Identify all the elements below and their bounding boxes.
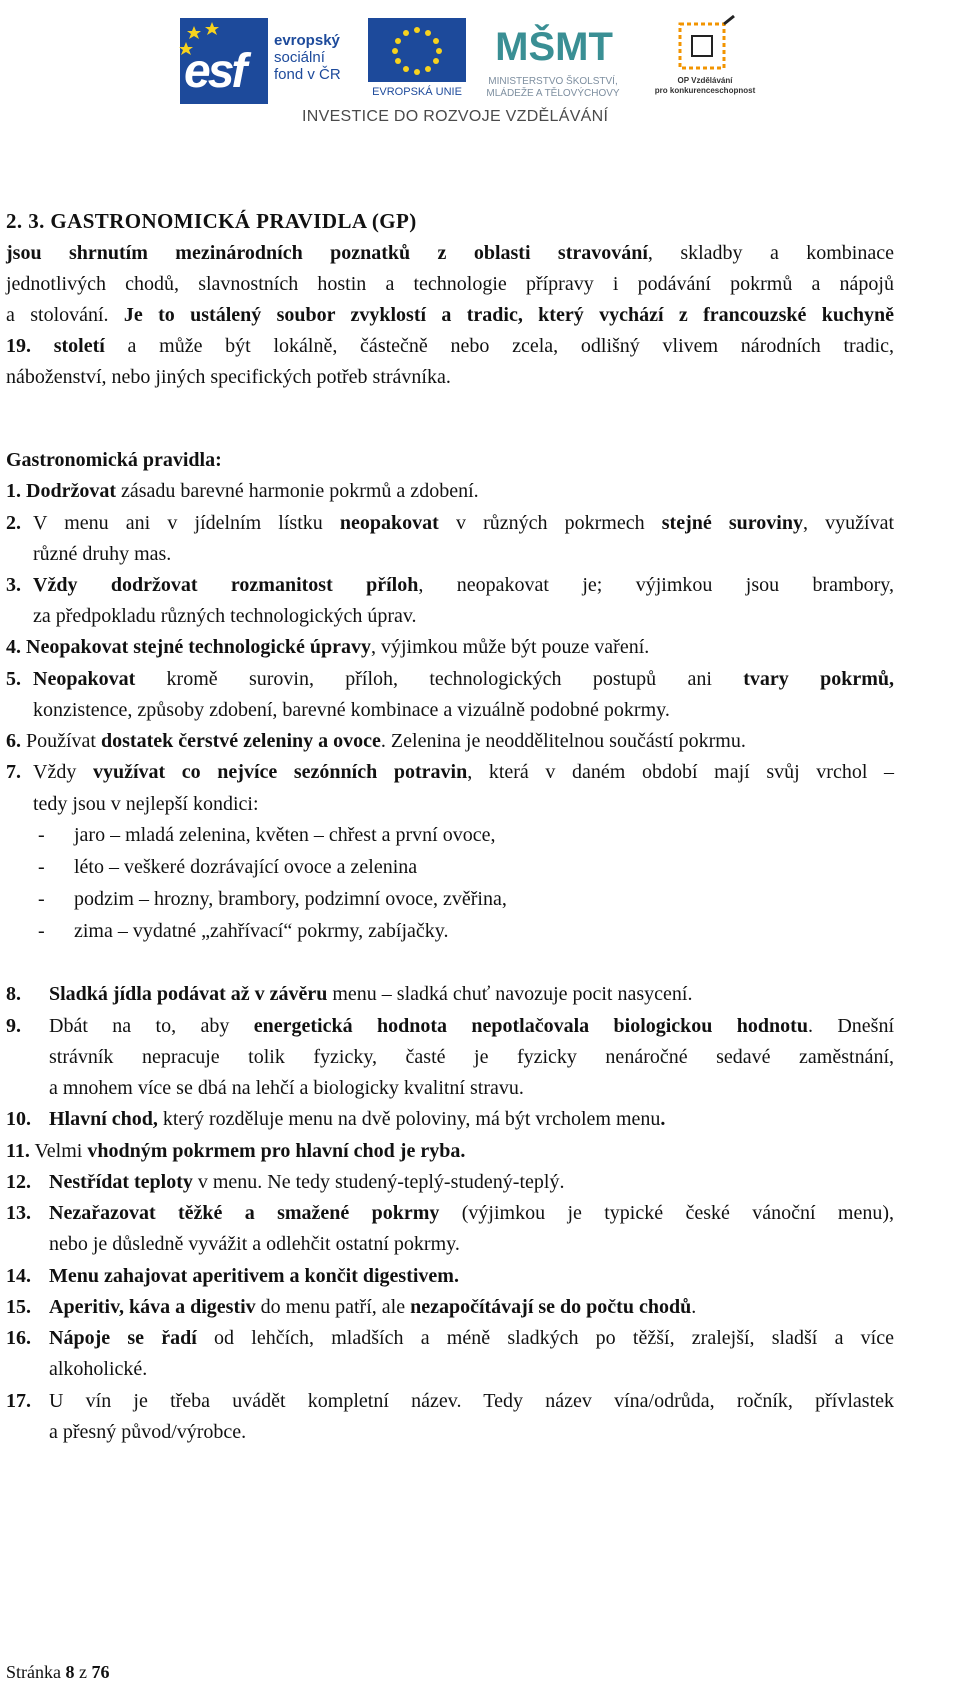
rule-9-line-3: a mnohem více se dbá na lehčí a biologicky kvalitní stravu.	[49, 1077, 524, 1099]
rule-3: 3.	[6, 574, 21, 596]
esf-line-3: fond v ČR	[274, 66, 341, 83]
page-current: 8	[65, 1662, 75, 1682]
season-item-autumn: - podzim – hrozny, brambory, podzimní ovoce, zvěřina,	[38, 888, 507, 910]
rule-12: 12.	[6, 1171, 31, 1193]
rule-15: 15.	[6, 1296, 31, 1318]
esf-logo	[180, 14, 348, 108]
op-line-1: OP Vzdělávání	[677, 76, 733, 85]
rule-5-line-1: Neopakovat kromě surovin, příloh, technologických postupů ani tvary pokrmů,	[33, 668, 894, 690]
intro-line-5: náboženství, nebo jiných specifických potřeb strávníka.	[6, 366, 451, 388]
esf-line-2: sociální	[274, 49, 325, 66]
intro-line-3: a stolování. Je to ustálený soubor zvyklostí a tradic, který vychází z francouzské kuchyně	[6, 304, 894, 326]
season-item-winter: - zima – vydatné „zahřívací“ pokrmy, zabíjačky.	[38, 920, 449, 942]
page-of: z	[74, 1662, 92, 1682]
rule-1: 1. Dodržovat zásadu barevné harmonie pokrmů a zdobení.	[6, 480, 479, 502]
rule-8-text: Sladká jídla podávat až v závěru menu – sladká chuť navozuje pocit nasycení.	[49, 983, 693, 1005]
rule-7: 7.	[6, 761, 21, 783]
rule-7-line-2: tedy jsou v nejlepší kondici:	[33, 793, 259, 815]
rule-14: 14.	[6, 1265, 31, 1287]
eu-caption: EVROPSKÁ UNIE	[372, 86, 462, 98]
rule-16-line-2: alkoholické.	[49, 1358, 148, 1380]
rule-9: 9.	[6, 1015, 21, 1037]
rule-2-line-1: V menu ani v jídelním lístku neopakovat v různých pokrmech stejné suroviny, využívat	[33, 512, 895, 534]
rule-9-line-1: Dbát na to, aby energetická hodnota nepotlačovala biologickou hodnotu. Dnešní	[49, 1015, 895, 1037]
season-item-summer: - léto – veškeré dozrávající ovoce a zelenina	[38, 856, 418, 878]
rule-5: 5.	[6, 668, 21, 690]
rule-5-line-2: konzistence, způsoby zdobení, barevné kombinace a vizuálně podobné pokrmy.	[33, 699, 670, 721]
rule-13-line-1: Nezařazovat těžké a smažené pokrmy (výjimkou je typické české vánoční menu),	[49, 1202, 894, 1224]
rule-12-text: Nestřídat teploty v menu. Ne tedy studený-teplý-studený-teplý.	[49, 1171, 565, 1193]
rule-7-line-1: Vždy využívat co nejvíce sezónních potravin, která v daném období mají svůj vrchol –	[33, 761, 895, 783]
rule-16-line-1: Nápoje se řadí od lehčích, mladších a méně sladkých po těžší, zralejší, sladší a více	[49, 1327, 894, 1349]
msmt-mark-icon	[495, 14, 613, 76]
rule-2-line-2: různé druhy mas.	[33, 543, 172, 565]
rule-17-line-1: U vín je třeba uvádět kompletní název. Tedy název vína/odrůda, ročník, přívlastek	[49, 1390, 894, 1412]
esf-line-1: evropský	[274, 32, 340, 49]
intro-line-1: jsou shrnutím mezinárodních poznatků z oblasti stravování, skladby a kombinace	[6, 242, 894, 264]
rule-11: 11. Velmi vhodným pokrmem pro hlavní chod je ryba.	[6, 1140, 466, 1162]
rule-17: 17.	[6, 1390, 31, 1412]
op-mark-icon	[668, 14, 740, 76]
esf-letters: esf	[184, 45, 245, 98]
intro-line-2: jednotlivých chodů, slavnostních hostin a technologie přípravy i podávání pokrmů a nápojů	[6, 273, 894, 295]
msmt-line-1: MINISTERSTVO ŠKOLSTVÍ,	[488, 76, 618, 87]
page-word: Stránka	[6, 1662, 66, 1682]
rule-10: 10.	[6, 1108, 31, 1130]
investice-tagline: INVESTICE DO ROZVOJE VZDĚLÁVÁNÍ	[302, 108, 609, 125]
rule-8: 8.	[6, 983, 21, 1005]
op-caption	[640, 76, 770, 96]
msmt-logo	[468, 14, 638, 112]
rule-9-line-2: strávník nepracuje tolik fyzicky, časté je fyzicky nenáročné sedavé zaměstnání,	[49, 1046, 894, 1068]
rule-15-text: Aperitiv, káva a digestiv do menu patří, ale nezapočítávají se do počtu chodů.	[49, 1296, 697, 1318]
eu-flag-icon	[368, 18, 466, 82]
rule-13: 13.	[6, 1202, 31, 1224]
section-title: 2. 3. GASTRONOMICKÁ PRAVIDLA (GP)	[6, 209, 417, 233]
op-vk-logo	[640, 14, 770, 112]
rule-10-text: Hlavní chod, který rozděluje menu na dvě poloviny, má být vrcholem menu.	[49, 1108, 666, 1130]
rule-13-line-2: nebo je důsledně vyvážit a odlehčit ostatní pokrmy.	[49, 1233, 460, 1255]
header-logo-banner	[180, 14, 780, 136]
msmt-letters: MŠMT	[495, 25, 613, 69]
rule-2: 2.	[6, 512, 21, 534]
rule-3-line-1: Vždy dodržovat rozmanitost příloh, neopakovat je; výjimkou jsou brambory,	[33, 574, 894, 596]
rules-list-title: Gastronomická pravidla:	[6, 449, 222, 471]
page-total: 76	[91, 1662, 110, 1682]
intro-line-4: 19. století a může být lokálně, částečně nebo zcela, odlišný vlivem národních tradic,	[6, 335, 895, 357]
rule-6: 6. Používat dostatek čerstvé zeleniny a ovoce. Zelenina je neoddělitelnou součástí pokrmu.	[6, 730, 746, 752]
eu-logo	[368, 18, 466, 108]
msmt-line-2: MLÁDEŽE A TĚLOVÝCHOVY	[486, 88, 620, 99]
esf-mark	[180, 18, 268, 104]
msmt-caption	[468, 76, 638, 100]
rule-16: 16.	[6, 1327, 31, 1349]
rule-3-line-2: za předpokladu různých technologických úprav.	[33, 605, 417, 627]
page-footer	[6, 1657, 109, 1688]
rule-4: 4. Neopakovat stejné technologické úpravy, výjimkou může být pouze vaření.	[6, 636, 650, 658]
esf-caption	[274, 32, 341, 83]
season-item-spring: - jaro – mladá zelenina, květen – chřest a první ovoce,	[38, 824, 496, 846]
op-line-2: pro konkurenceschopnost	[654, 86, 756, 95]
rule-14-text: Menu zahajovat aperitivem a končit digestivem.	[49, 1265, 459, 1287]
rule-17-line-2: a přesný původ/výrobce.	[49, 1421, 247, 1443]
